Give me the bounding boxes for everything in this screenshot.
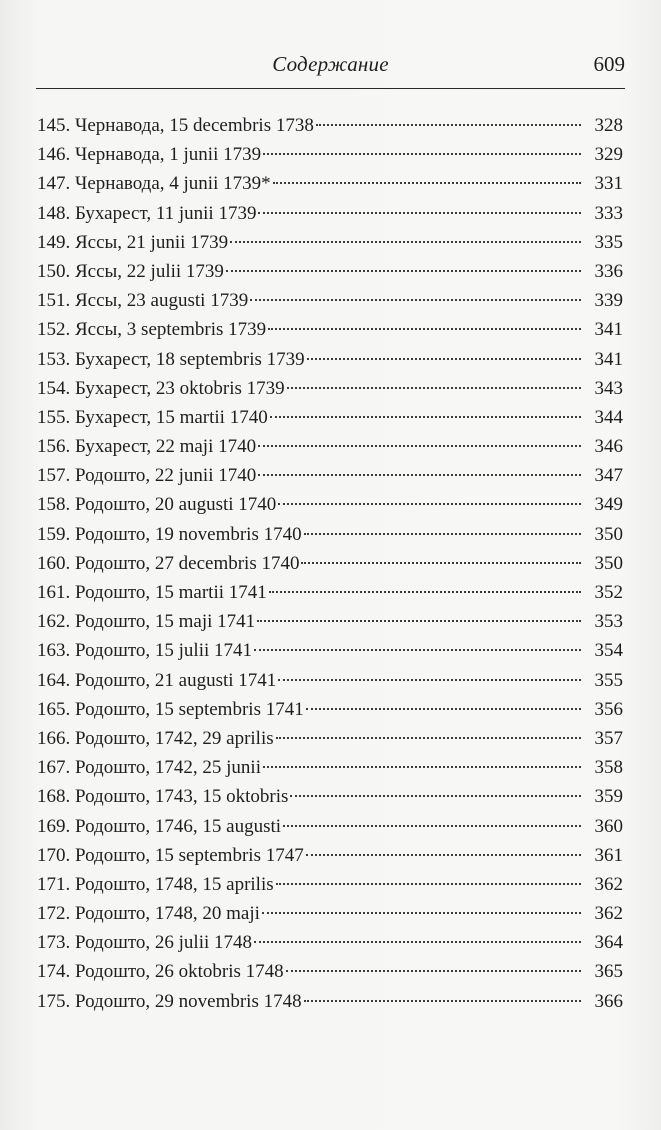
- toc-entry-title: 154. Бухарест, 23 oktobris 1739: [37, 377, 285, 399]
- dot-leader: [306, 854, 581, 856]
- toc-entry-title: 146. Чернавода, 1 junii 1739: [37, 144, 262, 166]
- toc-entry-title: 164. Родошто, 21 augusti 1741: [37, 669, 277, 691]
- dot-leader: [269, 591, 581, 593]
- toc-entry-page: 349: [594, 494, 623, 516]
- toc-entry-title: 145. Чернавода, 15 decembris 1738: [37, 115, 314, 136]
- toc-entry: [37, 753, 623, 782]
- toc-entry-title: 166. Родошто, 1742, 29 aprilis: [37, 727, 274, 749]
- toc-entry-title: 162. Родошто, 15 maji 1741: [37, 611, 256, 633]
- dot-leader: [250, 299, 581, 301]
- dot-leader: [254, 941, 581, 943]
- dot-leader: [276, 737, 581, 739]
- toc-entry-page: 341: [594, 319, 623, 341]
- toc-entry-title: 155. Бухарест, 15 martii 1740: [37, 406, 268, 428]
- toc-entry: [37, 841, 623, 870]
- toc-entry-page: 357: [594, 727, 623, 749]
- toc-entry: [37, 315, 623, 344]
- toc-entry-page: 353: [594, 611, 623, 633]
- toc-entry: [37, 870, 623, 899]
- dot-leader: [270, 416, 581, 418]
- toc-entry: [37, 928, 623, 957]
- toc-entry: [37, 199, 623, 228]
- toc-entry-page: 344: [594, 406, 623, 428]
- toc-entry-title: 158. Родошто, 20 augusti 1740: [37, 494, 277, 516]
- dot-leader: [278, 503, 581, 505]
- dot-leader: [263, 766, 581, 768]
- toc-entry-title: 151. Яссы, 23 augusti 1739: [37, 290, 249, 312]
- dot-leader: [263, 153, 581, 155]
- toc-entry: [37, 490, 623, 519]
- toc-entry: [37, 345, 623, 374]
- toc-entry-title: 171. Родошто, 1748, 15 aprilis: [37, 873, 274, 895]
- toc-entry-title: 149. Яссы, 21 junii 1739: [37, 231, 229, 253]
- toc-entry: [37, 987, 623, 1016]
- page-number: 609: [593, 52, 625, 76]
- dot-leader: [254, 649, 581, 651]
- toc-entry-page: 354: [594, 640, 623, 662]
- toc-entry: [37, 549, 623, 578]
- dot-leader: [273, 182, 581, 184]
- running-header: [36, 50, 625, 78]
- toc-entry: [37, 607, 623, 636]
- dot-leader: [290, 795, 581, 797]
- toc-entry: [37, 724, 623, 753]
- toc-entry-title: 156. Бухарест, 22 maji 1740: [37, 436, 257, 458]
- toc-entry-title: 160. Родошто, 27 decembris 1740: [37, 552, 300, 574]
- dot-leader: [258, 474, 581, 476]
- toc-entry-page: 341: [594, 348, 623, 370]
- toc-entry-title: 161. Родошто, 15 martii 1741: [37, 582, 267, 603]
- toc-entry-page: 366: [594, 990, 623, 1012]
- toc-entry-title: 172. Родошто, 1748, 20 maji: [37, 903, 260, 925]
- toc-entry-page: 361: [594, 844, 623, 866]
- toc-entry: [37, 578, 623, 607]
- toc-entry: [37, 957, 623, 986]
- toc-entry-page: 328: [594, 115, 623, 136]
- dot-leader: [257, 620, 581, 622]
- toc-entry: [37, 461, 623, 490]
- dot-leader: [316, 124, 581, 126]
- dot-leader: [306, 708, 581, 710]
- toc-entry-title: 150. Яссы, 22 julii 1739: [37, 260, 224, 282]
- toc-entry-page: 364: [594, 932, 623, 954]
- toc-entry: [37, 695, 623, 724]
- toc-entry: [37, 228, 623, 257]
- toc-entry-page: 329: [594, 144, 623, 166]
- toc-entry-title: 170. Родошто, 15 septembris 1747: [37, 844, 304, 866]
- toc-entry: [37, 257, 623, 286]
- toc-entry: [37, 403, 623, 432]
- toc-entry: [37, 374, 623, 403]
- toc-entry-title: 173. Родошто, 26 julii 1748: [37, 932, 253, 954]
- toc-entry-title: 163. Родошто, 15 julii 1741: [37, 640, 253, 662]
- toc-entry: [37, 812, 623, 841]
- toc-entry: [37, 782, 623, 811]
- dot-leader: [262, 912, 581, 914]
- header-rule: [36, 88, 625, 89]
- toc-entry-title: 169. Родошто, 1746, 15 augusti: [37, 815, 282, 837]
- dot-leader: [278, 679, 581, 681]
- toc-entry-title: 174. Родошто, 26 oktobris 1748: [37, 961, 284, 983]
- dot-leader: [258, 445, 581, 447]
- dot-leader: [258, 212, 581, 214]
- dot-leader: [226, 270, 581, 272]
- toc-entry-page: 352: [594, 582, 623, 603]
- toc-entry-page: 335: [594, 231, 623, 253]
- dot-leader: [286, 970, 581, 972]
- toc-entry-page: 333: [594, 202, 623, 224]
- toc-entry-page: 360: [594, 815, 623, 837]
- toc-entry: [37, 432, 623, 461]
- toc-entry: [37, 899, 623, 928]
- toc-entry-title: 159. Родошто, 19 novembris 1740: [37, 523, 302, 545]
- toc-entry: [37, 666, 623, 695]
- toc-entry-page: 350: [594, 552, 623, 574]
- toc-entry-page: 339: [594, 290, 623, 312]
- toc-entry-page: 347: [594, 465, 623, 487]
- dot-leader: [230, 241, 581, 243]
- toc-entry-title: 167. Родошто, 1742, 25 junii: [37, 757, 261, 779]
- toc-entry: [37, 111, 623, 140]
- toc-entry: [37, 169, 623, 198]
- toc-entry-page: 359: [594, 786, 623, 808]
- toc-entry-title: 165. Родошто, 15 septembris 1741: [37, 698, 304, 720]
- dot-leader: [304, 533, 581, 535]
- toc-entry-title: 153. Бухарест, 18 septembris 1739: [37, 348, 305, 370]
- dot-leader: [287, 387, 581, 389]
- toc-entry-title: 157. Родошто, 22 junii 1740: [37, 465, 257, 487]
- toc-entry-title: 152. Яссы, 3 septembris 1739: [37, 319, 267, 341]
- toc-entry-page: 350: [594, 523, 623, 545]
- toc-entry-page: 346: [594, 436, 623, 458]
- toc-entry-page: 336: [594, 260, 623, 282]
- toc-entry: [37, 286, 623, 315]
- dot-leader: [301, 562, 581, 564]
- toc-entry-page: 362: [594, 903, 623, 925]
- dot-leader: [304, 1000, 581, 1002]
- toc-entry-title: 148. Бухарест, 11 junii 1739: [37, 202, 257, 224]
- table-of-contents: [37, 111, 623, 1016]
- toc-entry: [37, 636, 623, 665]
- dot-leader: [307, 358, 581, 360]
- toc-entry-page: 331: [594, 173, 623, 195]
- toc-entry-title: 168. Родошто, 1743, 15 oktobris: [37, 786, 289, 808]
- toc-entry-page: 362: [594, 873, 623, 895]
- toc-entry-page: 365: [594, 961, 623, 983]
- toc-entry: [37, 520, 623, 549]
- toc-entry-page: 356: [594, 698, 623, 720]
- toc-entry-page: 358: [594, 757, 623, 779]
- toc-entry: [37, 140, 623, 169]
- toc-entry-title: 175. Родошто, 29 novembris 1748: [37, 990, 302, 1012]
- dot-leader: [268, 328, 581, 330]
- toc-entry-page: 355: [594, 669, 623, 691]
- dot-leader: [276, 883, 581, 885]
- dot-leader: [283, 825, 581, 827]
- toc-entry-title: 147. Чернавода, 4 junii 1739*: [37, 173, 271, 195]
- running-header-title: Содержание: [272, 52, 389, 76]
- toc-entry-page: 343: [594, 377, 623, 399]
